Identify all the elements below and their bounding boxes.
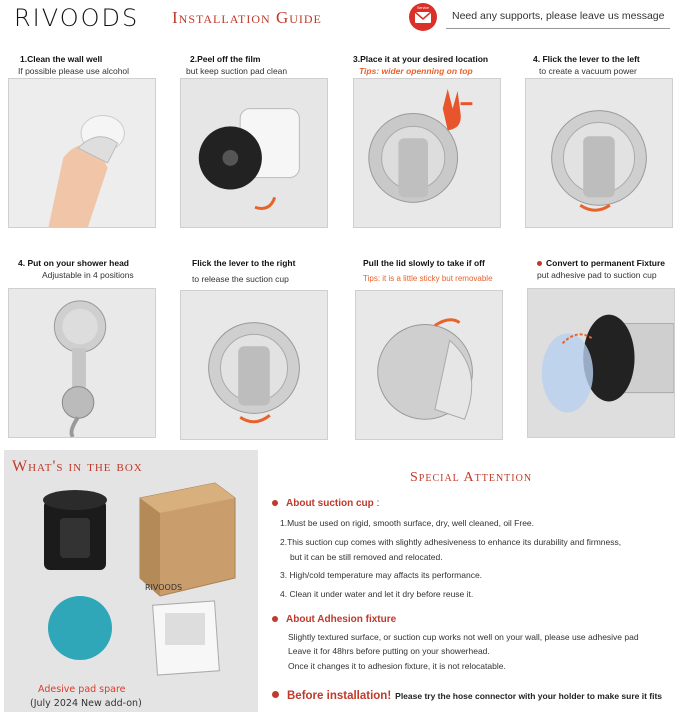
- step-1-card: [8, 54, 160, 77]
- step-title: 2.Peel off the film: [190, 54, 261, 64]
- peel-film-photo: [180, 78, 328, 228]
- support-underline: [446, 28, 670, 29]
- step-subtitle: to create a vacuum power: [539, 66, 637, 76]
- step-5-card: [8, 258, 160, 281]
- step-8-card: [527, 258, 679, 281]
- step-subtitle: but keep suction pad clean: [186, 66, 288, 76]
- flick-lever-right-photo: [180, 290, 328, 440]
- suction-line: 2.This suction cup comes with slightly adhesiveness to enhance its durability and firmness,: [280, 537, 622, 547]
- support-text: Need any supports, please leave us message: [452, 10, 665, 22]
- step-title: 1.Clean the wall well: [20, 54, 103, 64]
- suction-cup-heading: [272, 498, 379, 509]
- adhesion-line: Leave it for 48hrs before putting on your showerhead.: [288, 646, 490, 656]
- page-title: Installation Guide: [172, 8, 322, 27]
- step-title-text: Convert to permanent Fixture: [546, 258, 666, 268]
- box-brand-text: RIVOODS: [145, 583, 183, 592]
- support-icon-label: Service: [417, 6, 429, 10]
- step-title: Pull the lid slowly to take if off: [363, 258, 485, 268]
- box-contents-illustration: [20, 478, 252, 683]
- step-subtitle: If possible please use alcohol: [18, 66, 130, 76]
- clean-wall-photo: [8, 78, 156, 228]
- step-tip: Tips: wider openning on top: [359, 66, 473, 76]
- bullet-dot: [272, 691, 279, 698]
- bullet-dot: [537, 261, 542, 266]
- support-message-icon: [406, 2, 440, 32]
- adhesion-heading: [272, 614, 396, 625]
- bullet-dot: [272, 616, 278, 622]
- step-title: 3.Place it at your desired location: [353, 54, 489, 64]
- step-7-card: [355, 258, 507, 285]
- suction-line: but it can be still removed and relocated.: [290, 552, 443, 562]
- step-subtitle: Adjustable in 4 positions: [42, 270, 134, 280]
- step-title: 4. Put on your shower head: [18, 258, 129, 268]
- suction-line: 3. High/cold temperature may affacts its performance.: [280, 570, 483, 580]
- step-6-card: [180, 258, 332, 285]
- suction-heading-text: About suction cup: [286, 498, 374, 509]
- before-installation-note: [272, 686, 662, 704]
- adhesive-convert-photo: [527, 288, 675, 438]
- step-subtitle: put adhesive pad to suction cup: [537, 270, 657, 280]
- pull-lid-photo: [355, 290, 503, 440]
- brand-logo: RIVOODS: [14, 4, 140, 32]
- adhesive-pad-caption: Adesive pad spare: [38, 684, 126, 695]
- step-tip: Tips: it is a little sticky but removable: [363, 274, 493, 283]
- adhesion-line: Slightly textured surface, or suction cup works not well on your wall, please use adhesive pad: [288, 632, 639, 642]
- step-3-card: [353, 54, 505, 77]
- adhesion-heading-text: About Adhesion fixture: [286, 614, 397, 625]
- step-title: 4. Flick the lever to the left: [533, 54, 640, 64]
- adhesion-line: Once it changes it to adhesion fixture, it is not relocatable.: [288, 661, 506, 671]
- before-text: Please try the hose connector with your holder to make sure it fits: [395, 691, 663, 701]
- special-attention-title: Special Attention: [410, 470, 533, 485]
- before-heading: Before installation!: [287, 690, 392, 702]
- step-2-card: [180, 54, 332, 77]
- step-4-card: [525, 54, 677, 77]
- step-title: [527, 258, 679, 269]
- shower-head-photo: [8, 288, 156, 438]
- adhesive-pad-note: (July 2024 New add-on): [30, 698, 142, 709]
- place-holder-photo: [353, 78, 501, 228]
- suction-line: 4. Clean it under water and let it dry before reuse it.: [280, 589, 474, 599]
- box-title: What's in the box: [12, 458, 143, 475]
- flick-lever-left-photo: [525, 78, 673, 228]
- suction-line: 1.Must be used on rigid, smooth surface, dry, well cleaned, oil Free.: [280, 518, 535, 528]
- step-subtitle: to release the suction cup: [192, 274, 289, 284]
- step-title: Flick the lever to the right: [192, 258, 296, 268]
- bullet-dot: [272, 500, 278, 506]
- heading-colon: :: [376, 498, 380, 509]
